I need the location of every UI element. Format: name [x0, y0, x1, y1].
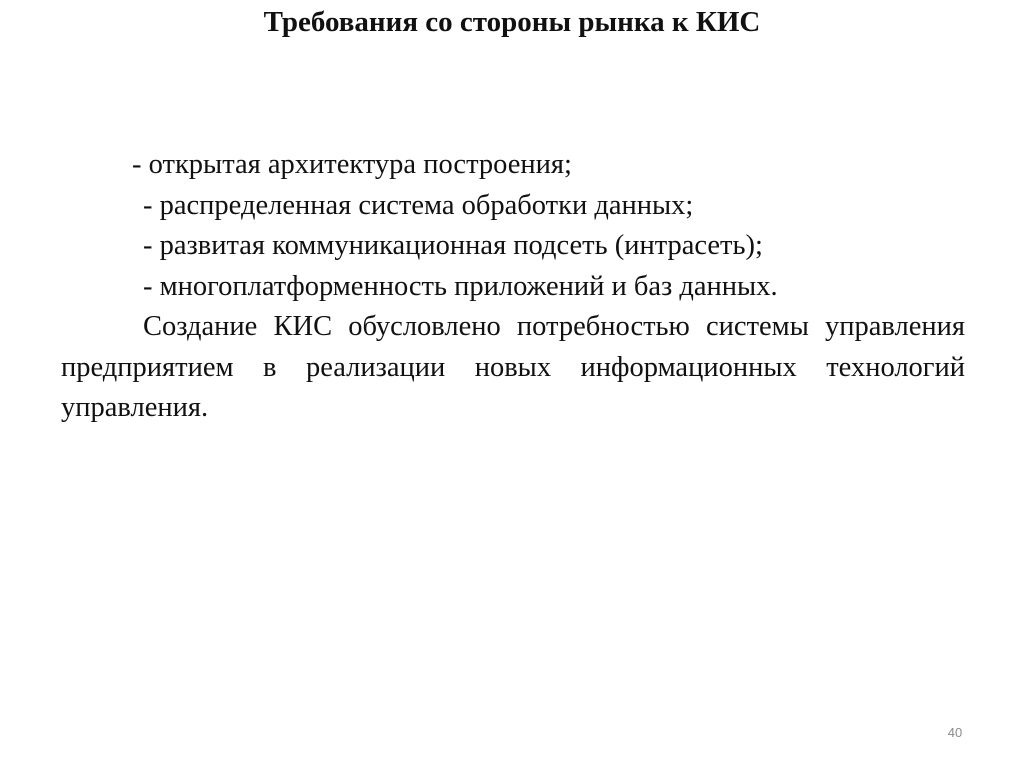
page-number: 40: [947, 725, 963, 740]
bullet-item: - распределенная система обработки данных;: [143, 189, 694, 221]
bullet-item: - открытая архитектура построения;: [132, 149, 572, 180]
bullet-item: - развитая коммуникационная подсеть (интрасеть);: [143, 230, 763, 261]
body-paragraph: Создание КИС обусловлено потребностью системы управления предприятием в реализации новых информационных технологий управления.: [61, 311, 965, 423]
bullet-item: - многоплатформенность приложений и баз данных.: [143, 270, 778, 302]
slide-title: Требования со стороны рынка к КИС: [263, 6, 761, 38]
slide-content: [61, 145, 965, 429]
